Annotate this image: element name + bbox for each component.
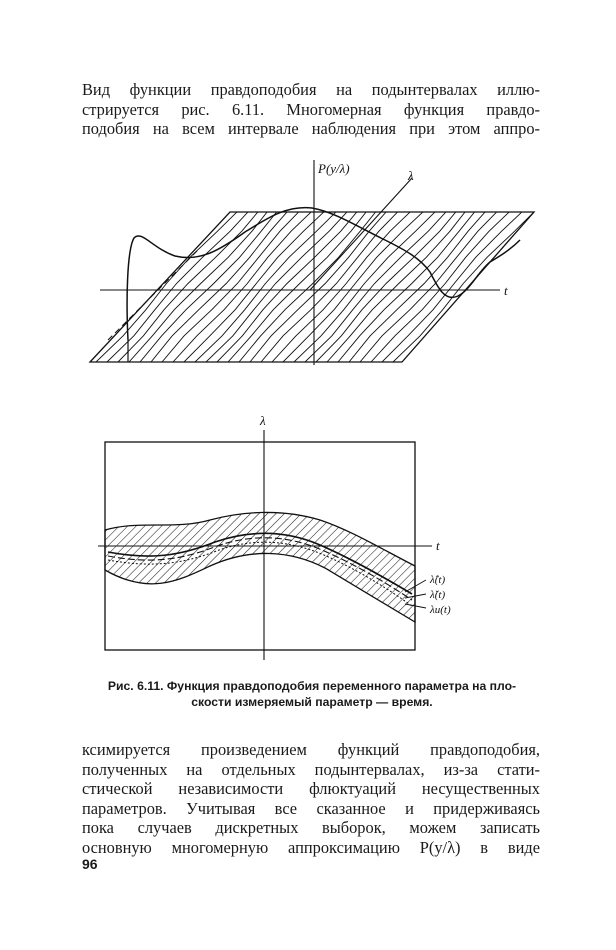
hatch-line: [481, 205, 616, 362]
hatch-line: [151, 205, 293, 362]
text-line: параметров. Учитывая все сказанное и придерживаясь: [82, 798, 540, 818]
text-line: подобия на всем интервале наблюдения при этом аппро-: [82, 119, 540, 139]
text-line: ксимируется произведением функций правдоподобия,: [82, 740, 540, 759]
hatch-line: [514, 205, 616, 362]
text-line: полученных на отдельных подынтервалах, из-за стати-: [82, 759, 540, 779]
page-number: 96: [82, 856, 98, 872]
caption-line: скости измеряемый параметр — время.: [191, 695, 433, 709]
t-axis-label: t: [436, 538, 440, 553]
legend-lambda-true: λи(t): [430, 604, 451, 616]
hatch-line: [525, 205, 616, 362]
hatch-line: [250, 205, 392, 362]
hatch-line: [162, 205, 305, 362]
text-line: стрируется рис. 6.11. Многомерная функция правдо-: [82, 99, 540, 119]
hatch-line: [140, 205, 282, 362]
caption-line: Рис. 6.11. Функция правдоподобия переменного параметра на пло-: [107, 679, 517, 693]
plane-figure: [98, 413, 451, 660]
hatch-line: [327, 205, 471, 362]
hatch-line: [107, 205, 254, 362]
lambda-axis-label: λ: [408, 168, 414, 183]
hatch-line: [184, 205, 331, 362]
likelihood-band: [105, 512, 415, 622]
hatch-line: [338, 205, 480, 362]
t-axis-label: t: [504, 283, 508, 298]
likelihood-surface-figure: [90, 160, 616, 365]
text-line: Вид функции правдоподобия на подынтервалах иллю-: [82, 80, 540, 99]
hatch-line: [118, 205, 264, 362]
hatch-line: [206, 205, 353, 362]
lambda-axis-label: λ: [260, 413, 266, 428]
figure-caption: [86, 678, 538, 710]
hatch-line: [349, 205, 491, 362]
bottom-paragraph: [82, 740, 540, 858]
hatch-line: [426, 205, 570, 362]
legend-lambda-check: λ̌(t): [430, 589, 446, 601]
p-axis-label: P(y/λ): [318, 161, 350, 176]
hatch-line: [316, 205, 462, 362]
hatch-line: [492, 205, 616, 362]
text-line: стической независимости флюктуаций несущественных: [82, 779, 540, 799]
surface-hatching: [96, 205, 616, 362]
text-line: основную многомерную аппроксимацию P(y/λ) в виде: [82, 837, 540, 857]
hatch-line: [217, 205, 363, 362]
legend-lambda-hat: λ̂(t): [430, 574, 446, 586]
hatch-line: [437, 205, 579, 362]
hatch-line: [305, 205, 452, 362]
hatch-line: [173, 205, 318, 362]
text-line: пока случаев дискретных выборок, можем записать: [82, 818, 540, 838]
hatch-line: [404, 205, 551, 362]
hatch-line: [239, 205, 381, 362]
hatch-line: [283, 205, 430, 362]
